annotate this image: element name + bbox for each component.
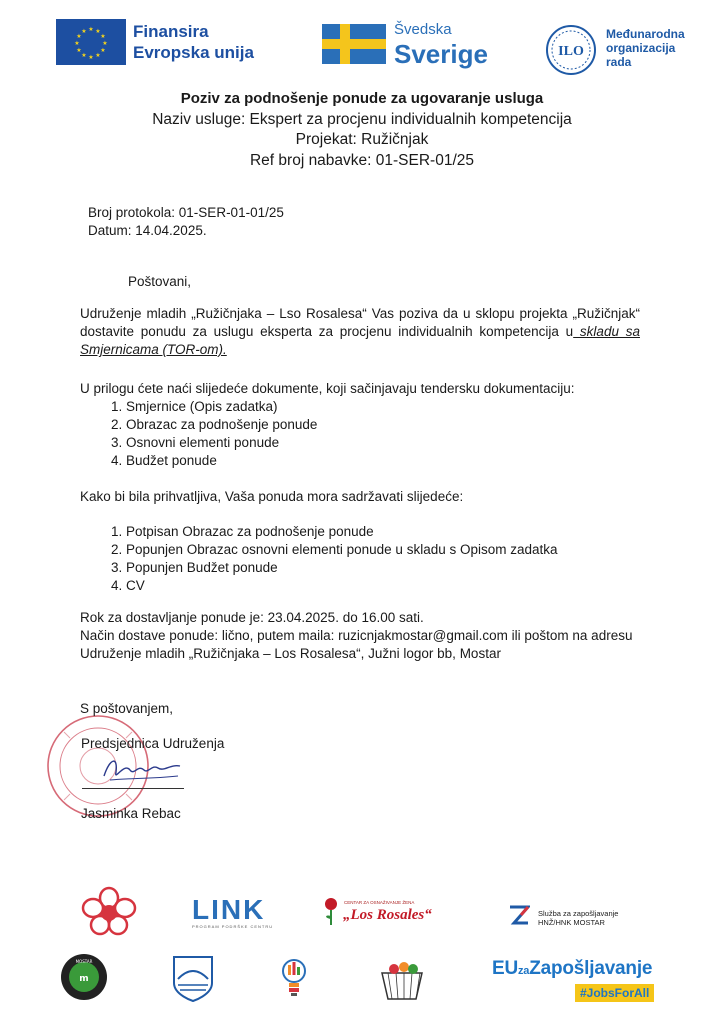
list-item: 3. Osnovni elementi ponude [126,434,317,452]
eu-flag-logo [56,19,126,65]
svg-text:★: ★ [81,28,87,35]
svg-text:★: ★ [88,26,94,33]
delivery-text: Način dostave ponude: lično, putem maila: ruzicnjakmostar@gmail.com ili poštom na adresu [80,628,633,643]
document-meta [88,204,284,240]
employment-service-icon [508,904,530,926]
handwritten-signature [100,752,190,788]
list-item: 4. Budžet ponude [126,452,317,470]
employment-service-line-1: Služba za zapošljavanje [538,909,619,918]
reference-number: Ref broj nabavke: 01-SER-01/25 [249,152,475,169]
greeting: Poštovani, [128,274,192,289]
documents-list [80,398,317,470]
sweden-flag-logo [322,24,386,64]
los-rosales-logo: „Los Rosales“ [343,907,432,923]
document-title: Poziv za podnošenje ponude za ugovaranje usluga [180,90,544,107]
project-name: Projekat: Ružičnjak [295,131,429,148]
service-name: Naziv usluge: Ekspert za procjenu individualnih kompetencija [152,111,572,128]
employment-service-text [538,909,618,927]
link-logo [192,896,273,929]
closing-salutation: S poštovanjem, [80,701,174,716]
employment-service-line-2: HNŽ/HNK MOSTAR [538,918,605,927]
signatory-role: Predsjednica Udruženja [81,736,225,751]
submission-info [80,609,632,663]
eu-line-1: Finansira [133,22,209,41]
eu-suffix: Zapošljavanje [529,958,653,979]
list-item: 2. Obrazac za podnošenje ponude [126,416,317,434]
lightbulb-icon [280,955,308,1003]
signatory-name: Jasminka Rebac [81,806,181,821]
ilo-org-text [606,27,685,69]
svg-text:★: ★ [95,52,101,59]
eu-prefix: EU [492,958,518,979]
rose-icon [321,896,341,926]
link-logo-word: LINK [192,894,266,925]
sweden-small-text: Švedska [394,21,452,38]
svg-text:★: ★ [76,47,82,54]
ilo-logo-text: ILO [558,44,584,59]
list-item: 2. Popunjen Obrazac osnovni elementi ponude u skladu s Opisom zadatka [126,541,558,559]
svg-text:m: m [79,974,89,984]
address-text: Udruženje mladih „Ružičnjaka – Los Rosalesa“, Južni logor bb, Mostar [80,646,501,661]
svg-text:★: ★ [74,40,80,47]
deadline-text: Rok za dostavljanje ponude je: 23.04.2025. do 16.00 sati. [80,610,424,625]
link-logo-subtitle: PROGRAM PODRŠKE CENTRU [192,924,274,929]
svg-text:★: ★ [76,33,82,40]
svg-text:★: ★ [100,47,106,54]
eu-funding-text [133,21,254,63]
ilo-line-3: rada [606,55,632,69]
city-shield-logo [172,955,214,1003]
eu-za-zaposljavanje-logo [492,958,652,980]
svg-text:★: ★ [81,52,87,59]
requirements-intro: Kako bi bila prihvatljiva, Vaša ponuda mora sadržavati slijedeće: [80,489,464,504]
mostar-circle-label: MOSTAR [75,959,93,964]
sweden-big-text: Sverige [394,39,488,69]
mostar-circle-logo [60,953,108,1001]
eu-za: za [518,965,530,977]
list-item: 4. CV [126,577,558,595]
svg-text:★: ★ [95,28,101,35]
rosales-subtitle: CENTAR ZA OSNAŽIVANJE ŽENA [344,900,415,905]
ilo-line-2: organizacija [606,41,676,55]
document-date: Datum: 14.04.2025. [88,223,207,238]
invitation-text: Udruženje mladih „Ružičnjaka – Lso Rosalesa“ Vas poziva da u sklopu projekta „Ružičnjak“ dostavite ponudu za uslugu eksperta za procjenu individualnih kompetencija u [80,306,640,339]
protocol-number: Broj protokola: 01-SER-01-01/25 [88,205,284,220]
signature-line [82,788,184,789]
list-item: 1. Potpisan Obrazac za podnošenje ponude [126,523,558,541]
svg-text:★: ★ [102,40,108,47]
ilo-logo [545,24,597,76]
list-item: 3. Popunjen Budžet ponude [126,559,558,577]
tor-reference: skladu sa Smjernicama (TOR-om). [80,324,640,357]
invitation-paragraph [80,305,640,359]
ilo-line-1: Međunarodna [606,27,685,41]
svg-text:★: ★ [88,54,94,61]
flower-logo [80,886,138,936]
mostar-basket-logo [376,955,428,1003]
documents-intro: U prilogu ćete naći slijedeće dokumente, koji sačinjavaju tendersku dokumentaciju: [80,381,575,396]
list-item: 1. Smjernice (Opis zadatka) [126,398,317,416]
jobs-for-all-badge: #JobsForAll [575,984,654,1002]
requirements-list [80,523,558,595]
svg-text:★: ★ [100,33,106,40]
eu-line-2: Evropska unija [133,43,254,62]
